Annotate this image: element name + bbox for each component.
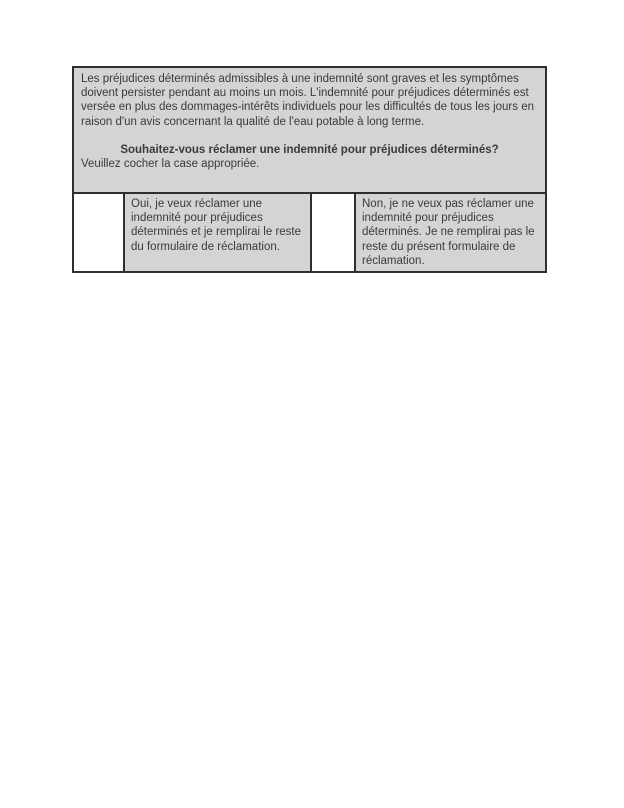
question-heading: Souhaitez-vous réclamer une indemnité pour préjudices déterminés? xyxy=(120,143,499,156)
yes-checkbox-cell[interactable] xyxy=(74,194,125,271)
instruction-text: Veuillez cocher la case appropriée. xyxy=(81,158,260,171)
no-option-label: Non, je ne veux pas réclamer une indemnité pour préjudices déterminés. Je ne remplirai pas le reste du présent formulaire de réclamation. xyxy=(356,194,545,271)
no-checkbox-cell[interactable] xyxy=(312,194,356,271)
intro-section xyxy=(74,68,545,192)
yes-option-label: Oui, je veux réclamer une indemnité pour préjudices déterminés et je remplirai le reste du formulaire de réclamation. xyxy=(125,194,312,271)
claim-form-table xyxy=(72,66,547,273)
intro-paragraph: Les préjudices déterminés admissibles à une indemnité sont graves et les symptômes doivent persister pendant au moins un mois. L'indemnité pour préjudices déterminés est versée en plus des dommages-intérêts individuels pour les difficultés de tous les jours en raison d'un avis concernant la qualité de l'eau potable à long terme. xyxy=(81,73,535,128)
options-row xyxy=(74,192,545,271)
